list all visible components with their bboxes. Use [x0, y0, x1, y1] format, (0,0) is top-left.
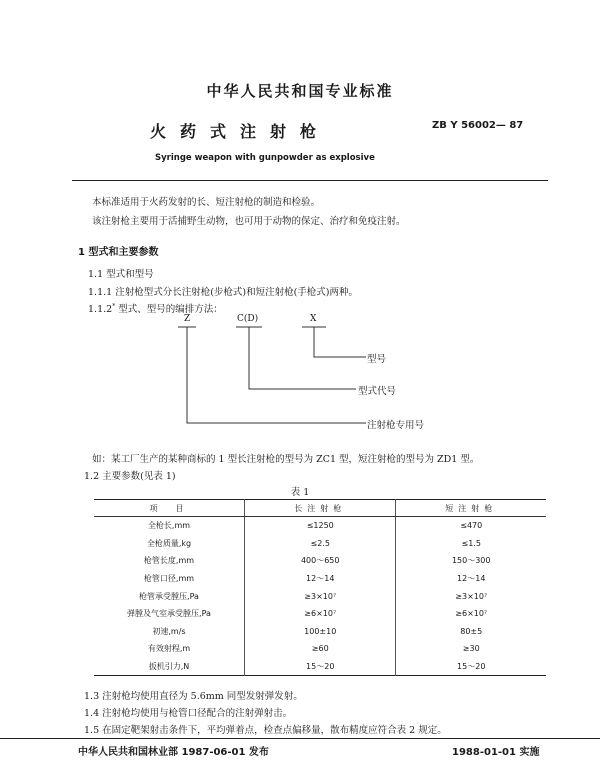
param-name: 枪管口径,mm — [94, 570, 245, 588]
issuer-line: 中华人民共和国林业部 1987-06-01 发布 — [78, 747, 269, 758]
short-value: 80±5 — [396, 623, 546, 641]
long-value: 100±10 — [245, 623, 396, 641]
label-special-number: 注射枪专用号 — [367, 420, 425, 431]
table-row — [94, 570, 546, 588]
param-name: 全枪质量,kg — [94, 535, 245, 553]
standard-code: ZB Y 56002— 87 — [432, 120, 524, 131]
connector-z — [187, 327, 366, 423]
short-value: 12～14 — [396, 570, 546, 588]
short-value: 150～300 — [396, 552, 546, 570]
short-value: 15～20 — [396, 658, 546, 676]
table-row — [94, 658, 546, 676]
table-1-caption: 表 1 — [290, 487, 310, 498]
long-value: ≥3×10⁷ — [245, 587, 396, 605]
english-title: Syringe weapon with gunpowder as explosive — [155, 153, 375, 163]
col-header-long: 长注射枪 — [245, 500, 396, 517]
section-1-heading: 1 型式和主要参数 — [78, 247, 159, 258]
table-row — [94, 587, 546, 605]
clause-1-3: 1.3 注射枪均使用直径为 5.6mm 同型发射弹发射。 — [84, 691, 303, 702]
label-type-code: 型式代号 — [358, 386, 397, 397]
param-name: 初速,m/s — [94, 623, 245, 641]
issuing-authority-title: 中华人民共和国专业标准 — [206, 82, 394, 100]
param-name: 全枪长,mm — [94, 517, 245, 535]
long-value: 400～650 — [245, 552, 396, 570]
param-name: 扳机引力,N — [94, 658, 245, 676]
intro-line-2: 该注射枪主要用于活捕野生动物，也可用于动物的保定、治疗和免疫注射。 — [92, 216, 406, 227]
param-name: 弹膛及气室承受膛压,Pa — [94, 605, 245, 623]
short-value: ≤1.5 — [396, 535, 546, 553]
long-value: ≥60 — [245, 640, 396, 658]
effective-date: 1988-01-01 实施 — [452, 747, 540, 758]
table-row — [94, 535, 546, 553]
param-name: 枪管长度,mm — [94, 552, 245, 570]
long-value: ≥6×10⁷ — [245, 605, 396, 623]
col-header-short: 短注射枪 — [396, 500, 546, 517]
code-z: Z — [184, 314, 191, 324]
long-value: ≤1250 — [245, 517, 396, 535]
long-value: 15～20 — [245, 658, 396, 676]
long-value: 12～14 — [245, 570, 396, 588]
clause-1-4: 1.4 注射枪均使用与枪管口径配合的注射弹射击。 — [84, 708, 293, 719]
short-value: ≤470 — [396, 517, 546, 535]
code-x: X — [310, 314, 317, 324]
long-value: ≤2.5 — [245, 535, 396, 553]
table-row — [94, 640, 546, 658]
short-value: ≥6×10⁷ — [396, 605, 546, 623]
clause-1-2: 1.2 主要参数(见表 1) — [84, 471, 176, 482]
clause-1-5: 1.5 在固定靶架射击条件下，平均弹着点，检查点偏移量，散布精度应符合表 2 规定。 — [84, 725, 447, 736]
footer-divider — [0, 738, 600, 739]
example-paragraph: 如：某工厂生产的某种商标的 1 型长注射枪的型号为 ZC1 型，短注射枪的型号为 ZD1 型。 — [92, 454, 480, 465]
code-type: C(D) — [237, 314, 259, 324]
connector-x — [314, 327, 366, 357]
clause-1-1-2-text: 型式、型号的编排方法： — [118, 304, 223, 315]
clause-1-1-1: 1.1.1 注射枪型式分长注射枪(步枪式)和短注射枪(手枪式)两种。 — [88, 287, 359, 298]
document-title: 火药式注射枪 — [150, 122, 331, 141]
table-row — [94, 552, 546, 570]
col-header-item: 项 目 — [94, 500, 245, 517]
table-row — [94, 605, 546, 623]
table-row — [94, 623, 546, 641]
short-value: ≥30 — [396, 640, 546, 658]
intro-line-1: 本标准适用于火药发射的长、短注射枪的制造和检验。 — [92, 197, 321, 208]
label-model-number: 型号 — [367, 354, 387, 365]
footnote-mark: * — [112, 302, 116, 310]
parameters-table — [94, 499, 546, 676]
connector-type — [249, 327, 356, 389]
table-row — [94, 517, 546, 535]
short-value: ≥3×10⁷ — [396, 587, 546, 605]
param-name: 枪管承受膛压,Pa — [94, 587, 245, 605]
param-name: 有效射程,m — [94, 640, 245, 658]
table-header-row — [94, 500, 546, 517]
clause-1-1-2-number: 1.1.2 — [88, 304, 113, 315]
clause-1-1: 1.1 型式和型号 — [88, 269, 154, 280]
